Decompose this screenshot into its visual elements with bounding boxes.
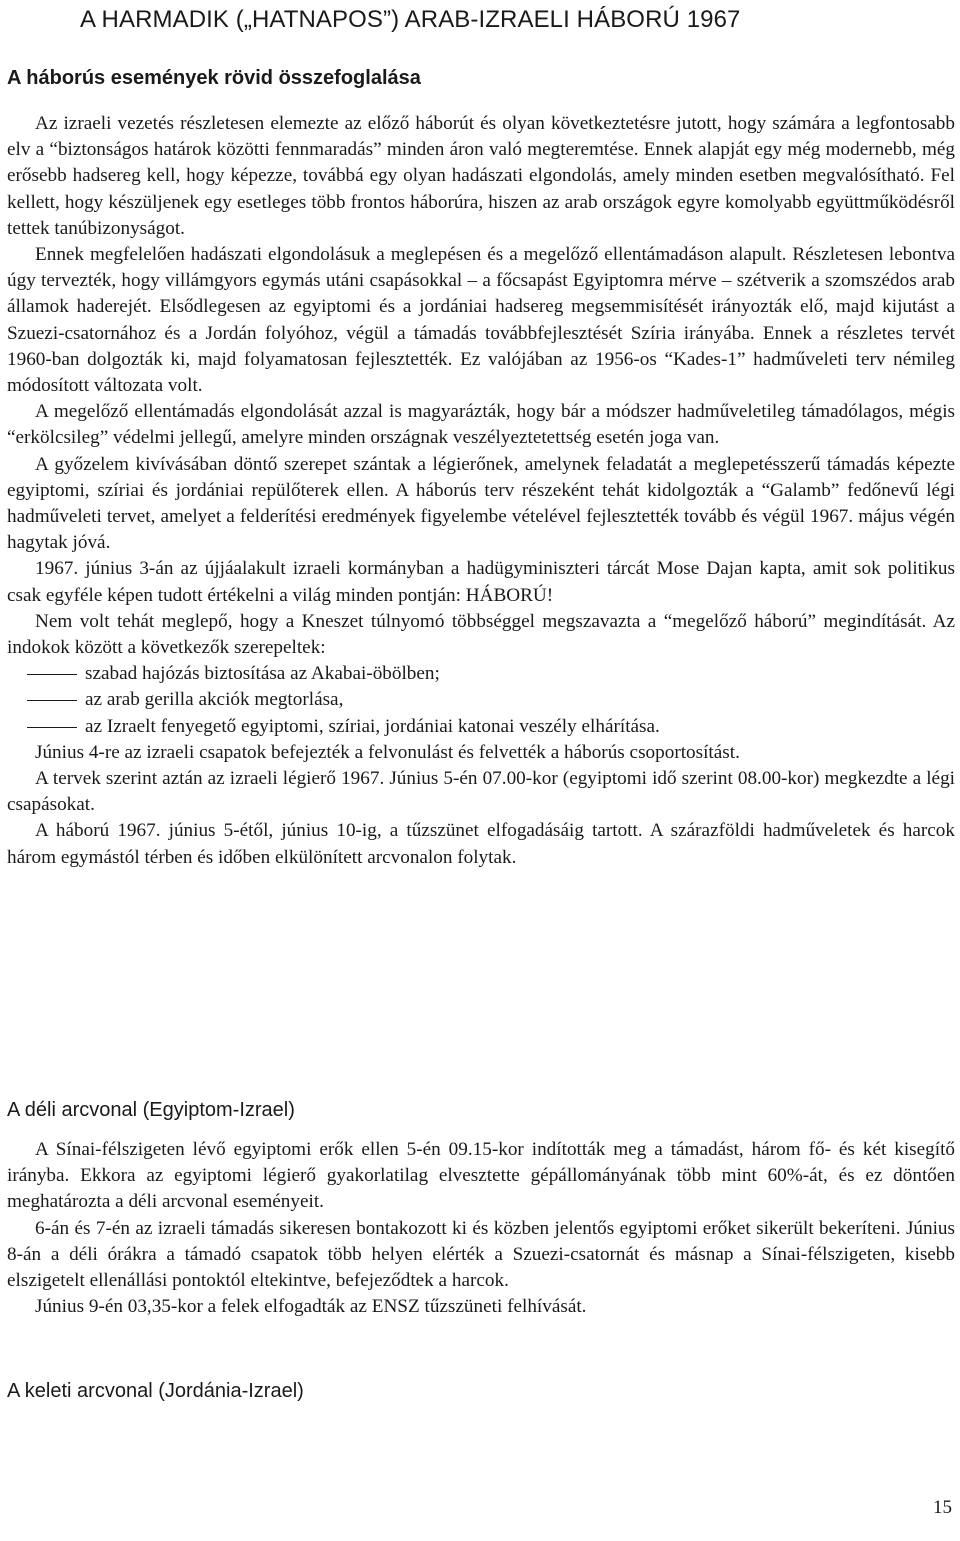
list-item-text: az Izraelt fenyegető egyiptomi, szíriai, jordániai katonai veszély elhárítása. bbox=[85, 715, 660, 737]
intro-section bbox=[7, 111, 955, 871]
paragraph: Június 9-én 03,35-kor a felek elfogadták az ENSZ tűzszüneti felhívását. bbox=[35, 1296, 587, 1318]
dash-bullet-icon bbox=[27, 674, 77, 675]
list-item bbox=[7, 714, 955, 740]
list-item-text: szabad hajózás biztosítása az Akabai-öbölben; bbox=[85, 663, 440, 685]
paragraph: Ennek megfelelően hadászati elgondolásuk a meglepésen és a megelőző ellentámadáson alapult. Részletesen lebontva úgy tervezték, hogy villámgyors egymás utáni csapásokkal – a főcsapást Egyiptomra mérve – szétverik a szomszédos arab államok haderejét. Elsődlegesen az egyiptomi és a jordániai hadsereg megsemmisítését irányozták elő, majd kijutást a Szuezi-csatornához és a Jordán folyóhoz, végül a támadás továbbfejlesztését Szíria irányába. Ennek a részletes tervét 1960-ban dolgozták ki, majd folyamatosan fejlesztették. Ez valójában az 1956-os “Kades-1” hadműveleti terv némileg módosított változata volt. bbox=[7, 244, 955, 397]
page-number: 15 bbox=[933, 1497, 952, 1518]
paragraph: Nem volt tehát meglepő, hogy a Kneszet túlnyomó többséggel megszavazta a “megelőző háború” megindítását. Az indokok között a következők szerepeltek: bbox=[7, 610, 955, 659]
document-subtitle: A háborús események rövid összefoglalása bbox=[7, 67, 421, 89]
section-heading-eastern-front: A keleti arcvonal (Jordánia-Izrael) bbox=[7, 1380, 304, 1402]
paragraph: A tervek szerint aztán az izraeli légierő 1967. Június 5-én 07.00-kor (egyiptomi idő szerint 08.00-kor) megkezdte a légi csapásokat. bbox=[7, 768, 955, 816]
paragraph: A háború 1967. június 5-étől, június 10-ig, a tűzszünet elfogadásáig tartott. A szárazföldi hadműveletek és harcok három egymástól térben és időben elkülönített arcvonalon folytak. bbox=[7, 820, 955, 868]
paragraph: Június 4-re az izraeli csapatok befejezték a felvonulást és felvették a háborús csoportosítást. bbox=[35, 741, 740, 763]
section-heading-southern-front: A déli arcvonal (Egyiptom-Izrael) bbox=[7, 1099, 295, 1121]
list-item-text: az arab gerilla akciók megtorlása, bbox=[85, 689, 344, 711]
paragraph: 6-án és 7-én az izraeli támadás sikeresen bontakozott ki és közben jelentős egyiptomi erőket sikerült bekeríteni. Június 8-án a déli órákra a támadó csapatok több helyen elérték a Szuezi-csatornát és másnap a Sínai-félszigeten, kisebb elszigetelt ellenállási pontoktól eltekintve, befejeződtek a harcok. bbox=[7, 1217, 955, 1292]
southern-front-section bbox=[7, 1137, 955, 1320]
paragraph: 1967. június 3-án az újjáalakult izraeli kormányban a hadügyminiszteri tárcát Mose Dajan kapta, amit sok politikus csak egyféle képen tudott értékelni a világ minden pontján: HÁBORÚ! bbox=[7, 558, 955, 606]
dash-bullet-icon bbox=[27, 727, 77, 728]
paragraph: A Sínai-félszigeten lévő egyiptomi erők ellen 5-én 09.15-kor indították meg a támadást, három fő- és két kisegítő irányba. Ekkora az egyiptomi légierő gyakorlatilag elvesztette gépállományának több mint 60%-át, és ez döntően meghatározta a déli arcvonal eseményeit. bbox=[7, 1139, 955, 1213]
list-item bbox=[7, 687, 955, 713]
paragraph: A győzelem kivívásában döntő szerepet szántak a légierőnek, amelynek feladatát a meglepetésszerű támadás képezte egyiptomi, szíriai és jordániai repülőterek ellen. A háborús terv részeként tehát kidolgozták a “Galamb” fedőnevű légi hadműveleti tervet, amelyet a felderítési eredmények figyelembe vételével fejlesztették tovább és végül 1967. május végén hagytak jóvá. bbox=[7, 453, 955, 554]
document-title: A HARMADIK („HATNAPOS”) ARAB-IZRAELI HÁBORÚ 1967 bbox=[80, 6, 741, 33]
paragraph: A megelőző ellentámadás elgondolását azzal is magyarázták, hogy bár a módszer hadműveletileg támadólagos, mégis “erkölcsileg” védelmi jellegű, amelyre minden országnak veszélyeztetettség esetén joga van. bbox=[7, 401, 955, 449]
dash-bullet-icon bbox=[27, 700, 77, 701]
list-item bbox=[7, 661, 955, 687]
paragraph: Az izraeli vezetés részletesen elemezte az előző háborút és olyan következtetésre jutott, hogy számára a legfontosabb elv a “biztonságos határok közötti fennmaradás” minden áron való megteremtése. Ennek alapját egy még modernebb, még erősebb hadsereg kell, hogy képezze, továbbá egy olyan hadászati elgondolás, amely minden esetben megvalósítható. Fel kellett, hogy készüljenek egy esetleges több frontos háborúra, hiszen az arab országok egyre komolyabb együttműködésről tettek tanúbizonyságot. bbox=[7, 113, 955, 239]
